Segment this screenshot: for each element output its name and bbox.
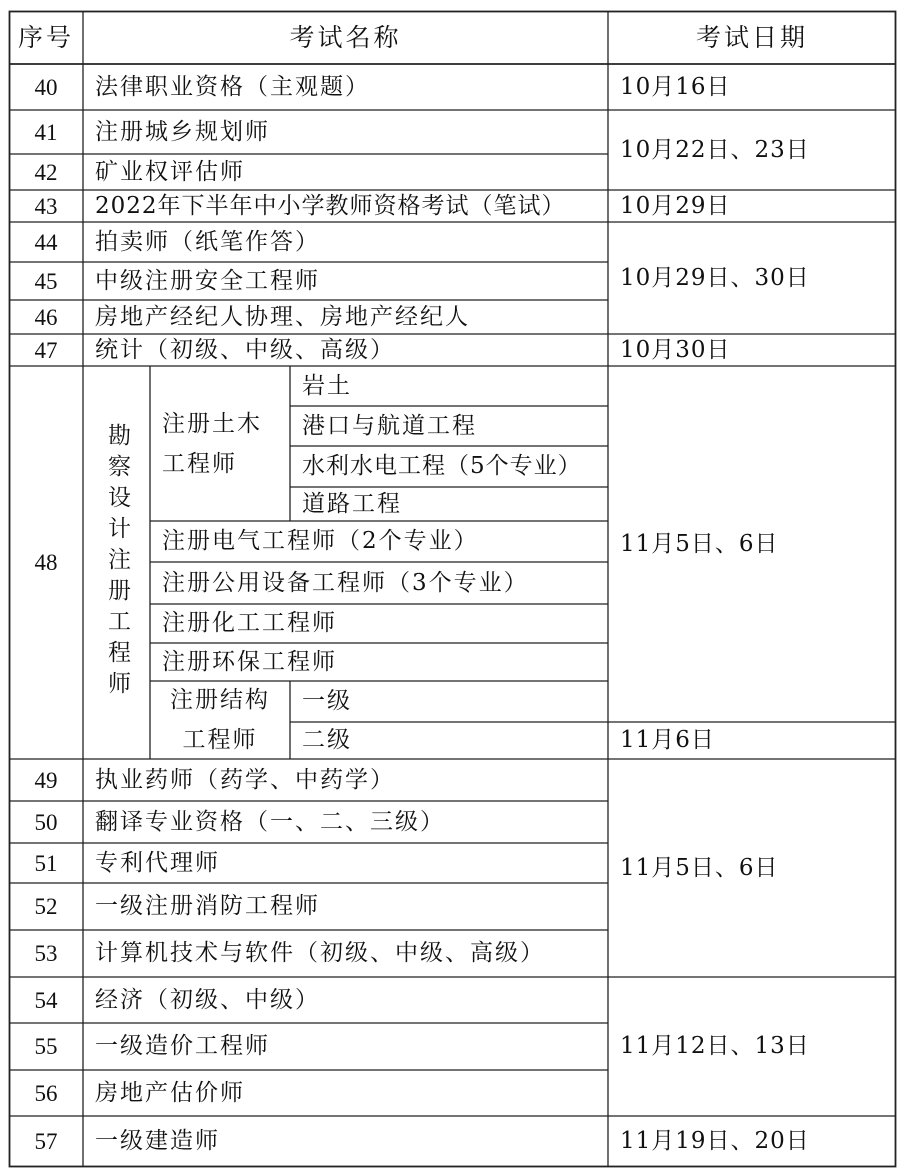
exam-name: 法律职业资格（主观题） [95,73,370,100]
row-number: 41 [34,119,58,145]
exam-date: 10月16日 [620,73,731,100]
header-seq: 序号 [17,23,74,52]
exam-date: 10月22日、23日 [620,136,810,163]
exam-name: 翻译专业资格（一、二、三级） [95,808,445,835]
exam-name: 矿业权评估师 [95,158,245,185]
row-number: 53 [34,941,58,966]
exam-name: 统计（初级、中级、高级） [95,336,395,363]
row-number: 44 [34,229,58,255]
exam-date: 10月29日、30日 [620,264,810,291]
row-number: 45 [34,268,58,294]
exam-name: 注册城乡规划师 [95,118,270,145]
exam-date: 11月6日 [620,727,715,753]
exam-name: 房地产估价师 [95,1079,245,1106]
exam-name: 一级建造师 [95,1128,220,1154]
row-number: 50 [34,809,58,835]
level-item: 一级 [302,688,352,714]
level-item: 二级 [302,727,352,753]
exam-date: 10月29日 [620,192,731,219]
exam-date: 11月12日、13日 [620,1033,810,1059]
exam-name: 一级造价工程师 [95,1033,270,1059]
row-number: 49 [34,767,58,793]
row-number: 46 [34,304,58,330]
row-number: 47 [34,337,58,363]
struct-line-2: 工程师 [182,727,258,753]
group-label: 勘察设计注册工程师 [104,423,130,702]
exam-date: 11月5日、6日 [620,530,779,557]
row-number: 43 [34,193,58,219]
exam-name: 一级注册消防工程师 [95,893,320,919]
row-number: 51 [34,850,58,876]
exam-name: 执业药师（药学、中药学） [95,766,395,793]
specialty-item: 注册公用设备工程师（3个专业） [162,569,529,596]
row-number: 48 [34,550,58,575]
exam-name: 中级注册安全工程师 [95,267,320,294]
structural-engineer-label [150,681,290,759]
exam-name: 计算机技术与软件（初级、中级、高级） [95,940,545,966]
specialty-item: 注册电气工程师（2个专业） [162,528,479,554]
specialty-item: 岩土 [302,372,352,399]
specialty-item: 道路工程 [302,490,402,517]
exam-name: 经济（初级、中级） [95,986,320,1013]
specialty-item: 港口与航道工程 [302,412,477,439]
civil-line-1: 注册土木 [162,410,262,437]
exam-name: 拍卖师（纸笔作答） [95,228,320,255]
header-exam-date: 考试日期 [695,23,808,52]
civil-line-2: 工程师 [162,450,237,477]
exam-date: 11月19日、20日 [620,1128,810,1154]
row-number: 56 [34,1080,58,1106]
header-exam-name: 考试名称 [289,23,402,52]
row-number: 55 [34,1034,58,1059]
row-number: 42 [34,159,58,185]
exam-date: 11月5日、6日 [620,854,779,881]
exam-date: 10月30日 [620,336,731,363]
specialty-item: 注册化工工程师 [162,610,337,636]
exam-name: 2022年下半年中小学教师资格考试（笔试） [95,192,566,219]
struct-line-1: 注册结构 [170,687,270,713]
group-label-cell [83,366,150,759]
row-number: 57 [34,1129,58,1154]
row-number: 52 [34,894,58,919]
specialty-item: 水利水电工程（5个专业） [302,453,582,479]
exam-name: 专利代理师 [95,849,220,876]
exam-name: 房地产经纪人协理、房地产经纪人 [95,303,470,330]
civil-engineer-label [150,366,290,521]
row-number: 54 [34,987,58,1013]
specialty-item: 注册环保工程师 [162,648,337,675]
row-number: 40 [34,74,58,100]
